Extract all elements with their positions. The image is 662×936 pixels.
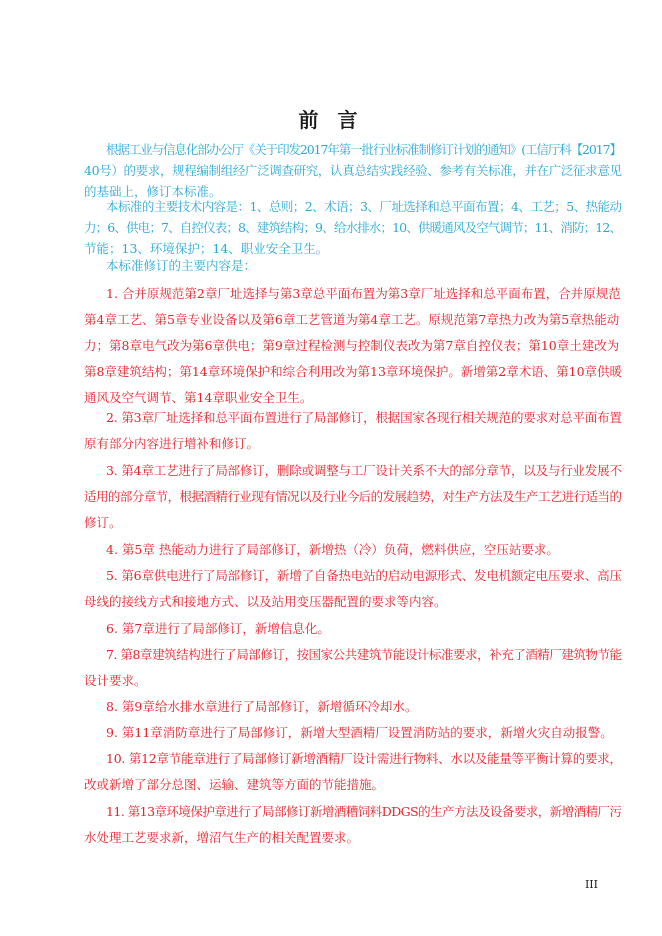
item-line: 3. 第4章工艺进行了局部修订，删除或调整与工厂设计关系不大的部分章节，以及与行业发展不 — [106, 463, 622, 478]
item-line: 4. 第5章 热能动力进行了局部修订，新增热（冷）负荷，燃料供应，空压站要求。 — [106, 542, 559, 557]
page-number: III — [584, 878, 598, 891]
item-line: 原有部分内容进行增补和修订。 — [84, 436, 260, 451]
item-line: 第8章建筑结构；第14章环境保护和综合利用改为第13章环境保护。新增第2章术语、第10章供暖 — [84, 364, 622, 379]
item-line: 第4章工艺、第5章专业设备以及第6章工艺管道为第4章工艺。原规范第7章热力改为第5章热能动 — [84, 312, 620, 327]
intro-line: 本标准修订的主要内容是： — [106, 258, 257, 273]
list-item — [106, 694, 618, 719]
item-line: 6. 第7章进行了局部修订，新增信息化。 — [106, 621, 330, 636]
item-line: 改或新增了部分总图、运输、建筑等方面的节能措施。 — [84, 777, 385, 792]
item-line: 1. 合并原规范第2章厂址选择与第3章总平面布置为第3章厂址选择和总平面布置，合并原规范 — [106, 286, 621, 301]
item-line: 9. 第11章消防章进行了局部修订，新增大型酒精厂设置消防站的要求，新增火灾自动报警。 — [106, 725, 613, 740]
intro-paragraph-1 — [84, 139, 622, 202]
item-line: 10. 第12章节能章进行了局部修订新增酒精厂设计需进行物料、水以及能量等平衡计算的要求， — [106, 751, 622, 766]
list-item — [106, 720, 618, 745]
intro-paragraph-3 — [106, 255, 618, 276]
list-item — [84, 281, 622, 411]
item-line: 11. 第13章环境保护章进行了局部修订新增酒糟饲料DDGS的生产方法及设备要求，新增酒精厂污 — [106, 804, 622, 819]
list-item — [84, 405, 622, 457]
intro-paragraph-2 — [84, 196, 622, 259]
list-item — [84, 563, 622, 615]
list-item — [106, 616, 618, 641]
intro-line: 节能；13、环境保护；14、职业安全卫生。 — [84, 241, 329, 256]
item-line: 水处理工艺要求新，增沼气生产的相关配置要求。 — [84, 830, 360, 845]
item-line: 7. 第8章建筑结构进行了局部修订，按国家公共建筑节能设计标准要求，补充了酒精厂建筑物节能 — [106, 647, 622, 662]
list-item — [84, 799, 622, 851]
item-line: 5. 第6章供电进行了局部修订，新增了自备热电站的启动电源形式、发电机额定电压要求、高压 — [106, 568, 622, 583]
item-line: 适用的部分章节，根据酒精行业现有情况以及行业今后的发展趋势，对生产方法及生产工艺进行适当的 — [84, 489, 622, 504]
item-line: 8. 第9章给水排水章进行了局部修订，新增循环冷却水。 — [106, 699, 418, 714]
item-line: 设计要求。 — [84, 673, 147, 688]
list-item — [84, 746, 622, 798]
list-item — [84, 458, 622, 536]
intro-line: 的基础上，修订本标准。 — [84, 184, 222, 199]
intro-line: 本标准的主要技术内容是：1、总则；2、术语；3、厂址选择和总平面布置；4、工艺；5、热能动 — [106, 199, 622, 214]
intro-line: 力；6、供电；7、自控仪表；8、建筑结构；9、给水排水；10、供暖通风及空气调节；11、消防；12、 — [84, 220, 622, 235]
list-item — [84, 642, 622, 694]
item-line: 通风及空气调节、第14章职业安全卫生。 — [84, 390, 313, 405]
item-line: 2. 第3章厂址选择和总平面布置进行了局部修订，根据国家各现行相关规范的要求对总平面布置 — [106, 410, 622, 425]
item-line: 修订。 — [84, 515, 122, 530]
page-title: 前 言 — [298, 108, 364, 132]
intro-line: 根据工业与信息化部办公厅《关于印发2017年第一批行业标准制修订计划的通知》(工信厅科【2017】 — [106, 142, 621, 157]
list-item — [106, 537, 618, 562]
item-line: 力；第8章电气改为第6章供电；第9章过程检测与控制仪表改为第7章自控仪表；第10章土建改为 — [84, 338, 620, 353]
intro-line: 40号）的要求，规程编制组经广泛调查研究，认真总结实践经验、参考有关标准，并在广泛征求意见 — [84, 163, 622, 178]
item-line: 母线的接线方式和接地方式、以及站用变压器配置的要求等内容。 — [84, 594, 447, 609]
